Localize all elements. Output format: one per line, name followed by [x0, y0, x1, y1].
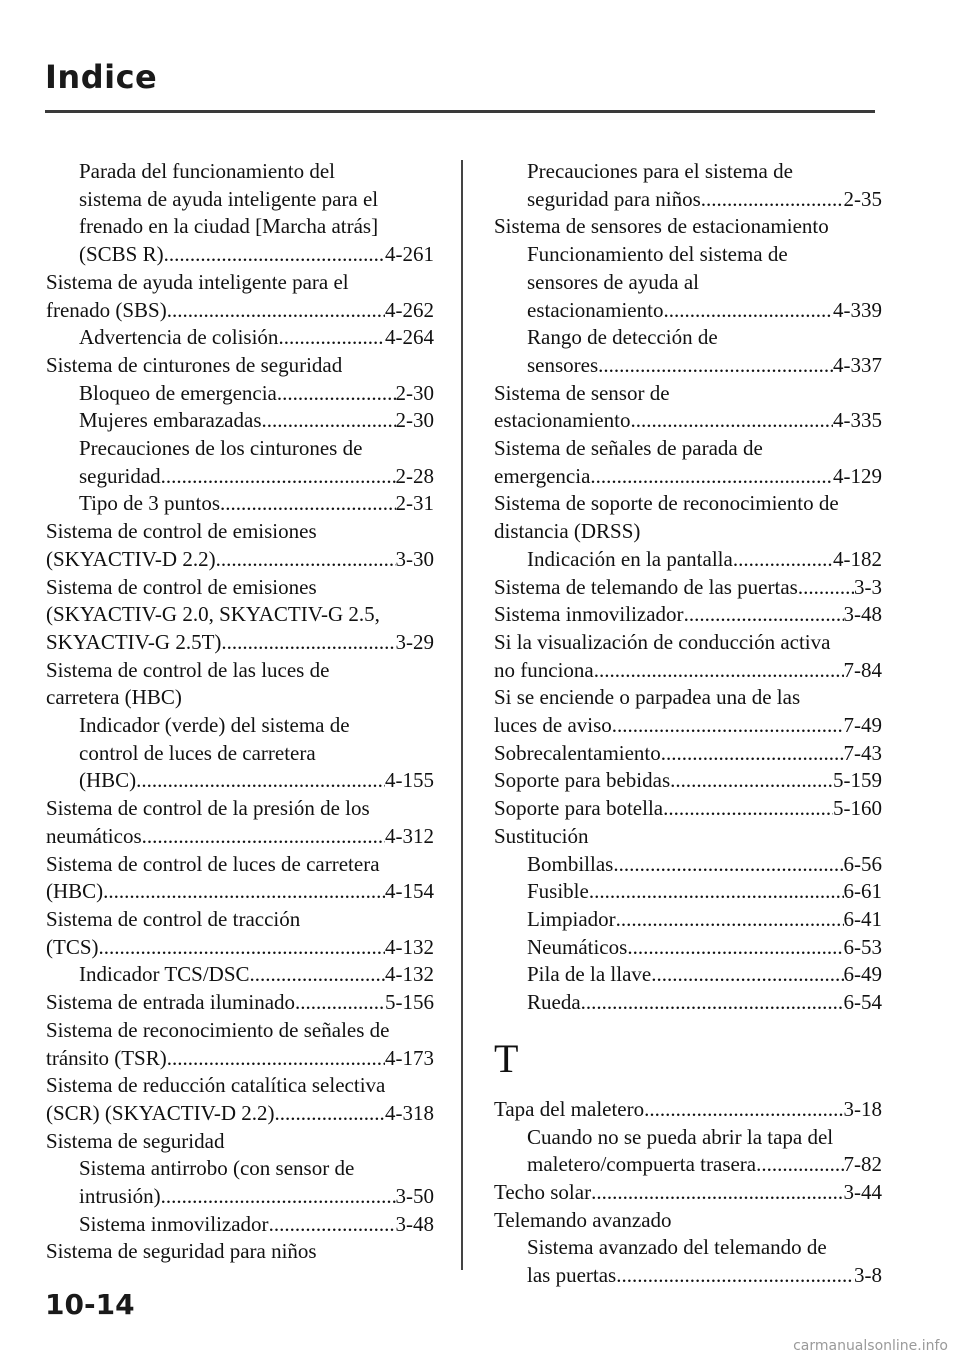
page-reference: 4-261	[385, 242, 434, 267]
page-reference: 3-50	[395, 1184, 434, 1209]
index-entry	[494, 712, 882, 740]
dot-leader	[591, 1179, 843, 1207]
dot-leader	[99, 934, 386, 962]
entry-text: maletero/compuerta trasera	[527, 1152, 757, 1177]
page-reference: 6-41	[843, 906, 882, 931]
index-line: Sistema de soporte de reconocimiento de	[494, 491, 839, 516]
dot-leader	[167, 297, 385, 325]
entry-text: Neumáticos	[527, 934, 628, 959]
entry-text: seguridad	[79, 463, 161, 488]
index-entry	[46, 629, 434, 657]
section-letter: T	[494, 1035, 519, 1081]
page-reference: 2-28	[395, 463, 434, 488]
index-subentry	[46, 407, 434, 435]
entry-text: (SCBS R)	[79, 242, 164, 267]
index-entry	[494, 574, 882, 602]
dot-leader	[733, 546, 833, 574]
index-subentry	[46, 490, 434, 518]
page-reference: 4-182	[833, 546, 882, 571]
index-column-right	[494, 158, 882, 1290]
dot-leader	[167, 1045, 385, 1073]
index-entry	[494, 767, 882, 795]
entry-text: Soporte para bebidas	[494, 768, 671, 793]
index-subentry	[46, 463, 434, 491]
entry-text: Indicación en la pantalla	[527, 546, 733, 571]
index-subentry	[494, 851, 882, 879]
index-line: Sistema de señales de parada de	[494, 436, 763, 461]
index-line: distancia (DRSS)	[494, 519, 641, 544]
page-reference: 4-262	[385, 297, 434, 322]
page-reference: 7-82	[843, 1152, 882, 1177]
index-subline: Sistema avanzado del telemando de	[527, 1235, 827, 1260]
dot-leader	[598, 352, 833, 380]
entry-text: Advertencia de colisión	[79, 325, 279, 350]
index-entry	[494, 463, 882, 491]
entry-text: Sobrecalentamiento	[494, 740, 661, 765]
index-entry	[494, 657, 882, 685]
index-entry	[46, 823, 434, 851]
dot-leader	[616, 1262, 854, 1290]
entry-text: Bombillas	[527, 851, 614, 876]
page-reference: 6-54	[843, 990, 882, 1015]
index-subentry	[46, 1211, 434, 1239]
index-subline: Precauciones para el sistema de	[527, 159, 793, 183]
dot-leader	[275, 1100, 386, 1128]
entry-text: intrusión)	[79, 1184, 161, 1209]
index-line: Sistema de ayuda inteligente para el	[46, 269, 349, 294]
dot-leader	[136, 767, 385, 795]
dot-leader	[220, 490, 395, 518]
dot-leader	[661, 740, 844, 768]
entry-text: Rueda	[527, 990, 581, 1015]
index-subentry	[46, 767, 434, 795]
entry-text: neumáticos	[46, 823, 142, 848]
entry-text: Sistema de entrada iluminado	[46, 990, 296, 1015]
index-line: Si se enciende o parpadea una de las	[494, 685, 801, 710]
index-entry	[494, 1179, 882, 1207]
index-line: Si la visualización de conducción activa	[494, 629, 831, 654]
index-line: Sistema de control de emisiones	[46, 574, 317, 599]
page-reference: 6-56	[843, 851, 882, 876]
dot-leader	[589, 878, 844, 906]
page-reference: 6-61	[843, 879, 882, 904]
entry-text: SKYACTIV-G 2.5T)	[46, 629, 222, 654]
page-reference: 3-8	[854, 1263, 882, 1288]
index-subentry	[46, 1183, 434, 1211]
index-subline: Parada del funcionamiento del	[79, 159, 335, 183]
page-reference: 4-339	[833, 297, 882, 322]
dot-leader	[581, 989, 844, 1017]
page-reference: 3-29	[395, 629, 434, 654]
entry-text: las puertas	[527, 1263, 617, 1288]
entry-text: estacionamiento	[527, 297, 664, 322]
index-entry	[494, 407, 882, 435]
index-entry	[46, 1100, 434, 1128]
page-reference: 4-154	[385, 879, 434, 904]
index-line: Sistema de control de luces de carretera	[46, 851, 380, 876]
page-reference: 4-129	[833, 463, 882, 488]
dot-leader	[277, 380, 396, 408]
page-reference: 7-43	[843, 740, 882, 765]
dot-leader	[663, 297, 833, 325]
entry-text: (SCR) (SKYACTIV-D 2.2)	[46, 1100, 275, 1125]
page-number: 10-14	[45, 1288, 135, 1321]
entry-text: (SKYACTIV-D 2.2)	[46, 546, 216, 571]
entry-text: sensores	[527, 352, 599, 377]
entry-text: emergencia	[494, 463, 591, 488]
index-subline: sensores de ayuda al	[527, 269, 700, 294]
entry-text: Indicador TCS/DSC	[79, 962, 250, 987]
entry-text: Mujeres embarazadas	[79, 408, 262, 433]
header-rule	[45, 110, 875, 113]
index-subentry	[494, 934, 882, 962]
entry-text: (HBC)	[46, 879, 104, 904]
index-subentry	[494, 961, 882, 989]
entry-text: Sistema inmovilizador	[494, 602, 684, 627]
dot-leader	[164, 241, 385, 269]
page-reference: 6-49	[843, 962, 882, 987]
index-line: Sistema de control de emisiones	[46, 519, 317, 544]
dot-leader	[295, 989, 385, 1017]
column-divider	[461, 160, 463, 1270]
page-reference: 3-44	[843, 1179, 882, 1204]
dot-leader	[278, 324, 385, 352]
page-reference: 4-335	[833, 408, 882, 433]
index-entry	[494, 795, 882, 823]
dot-leader	[616, 906, 844, 934]
dot-leader	[142, 823, 385, 851]
index-subline: control de luces de carretera	[79, 740, 316, 765]
dot-leader	[103, 878, 385, 906]
page-reference: 3-48	[843, 602, 882, 627]
index-subentry	[494, 1262, 882, 1290]
index-entry	[46, 1045, 434, 1073]
index-subentry	[494, 546, 882, 574]
page-reference: 4-312	[385, 823, 434, 848]
page-reference: 3-30	[395, 546, 434, 571]
entry-text: Tipo de 3 puntos	[79, 491, 221, 516]
index-subentry	[46, 380, 434, 408]
index-entry	[46, 546, 434, 574]
dot-leader	[651, 961, 843, 989]
dot-leader	[161, 1183, 396, 1211]
index-line: Sistema de reconocimiento de señales de	[46, 1017, 390, 1042]
index-entry	[46, 297, 434, 325]
entry-text: Soporte para botella	[494, 796, 664, 821]
index-entry	[46, 878, 434, 906]
page-reference: 2-31	[395, 491, 434, 516]
page-reference: 2-35	[843, 186, 882, 211]
index-subentry	[494, 1151, 882, 1179]
index-line: Sistema de control de las luces de	[46, 657, 330, 682]
dot-leader	[613, 851, 843, 879]
index-entry	[494, 601, 882, 629]
entry-text: tránsito (TSR)	[46, 1045, 167, 1070]
dot-leader	[161, 463, 396, 491]
entry-text: Tapa del maletero	[494, 1096, 645, 1121]
page-reference: 5-160	[833, 796, 882, 821]
dot-leader	[670, 767, 833, 795]
index-subentry	[46, 241, 434, 269]
page-reference: 6-53	[843, 934, 882, 959]
page-reference: 4-155	[385, 768, 434, 793]
index-subentry	[494, 352, 882, 380]
entry-text: seguridad para niños	[527, 186, 701, 211]
index-subentry	[494, 297, 882, 325]
index-subentry	[494, 878, 882, 906]
page-reference: 5-159	[833, 768, 882, 793]
entry-text: Limpiador	[527, 906, 616, 931]
page-title: Indice	[45, 58, 158, 96]
dot-leader	[262, 407, 396, 435]
index-line: Sistema de control de la presión de los	[46, 796, 370, 821]
index-line: Sistema de reducción catalítica selectiva	[46, 1073, 386, 1098]
index-subentry	[46, 961, 434, 989]
page-reference: 2-30	[395, 408, 434, 433]
entry-text: no funciona	[494, 657, 594, 682]
dot-leader	[756, 1151, 843, 1179]
page-reference: 3-18	[843, 1096, 882, 1121]
dot-leader	[250, 961, 385, 989]
index-line: Sistema de control de tracción	[46, 906, 301, 931]
index-subline: Precauciones de los cinturones de	[79, 436, 363, 461]
page-reference: 3-48	[395, 1211, 434, 1236]
page-reference: 5-156	[385, 990, 434, 1015]
page-reference: 4-173	[385, 1045, 434, 1070]
page-reference: 4-318	[385, 1100, 434, 1125]
entry-text: Sistema inmovilizador	[79, 1211, 269, 1236]
index-subline: Cuando no se pueda abrir la tapa del	[527, 1124, 834, 1149]
page-reference: 4-132	[385, 962, 434, 987]
index-entry	[494, 740, 882, 768]
dot-leader	[701, 186, 844, 214]
index-entry	[46, 989, 434, 1017]
index-entry	[494, 1096, 882, 1124]
index-subentry	[494, 906, 882, 934]
index-subline: Rango de detección de	[527, 325, 718, 350]
page-reference: 4-264	[385, 325, 434, 350]
index-line: Sistema de sensores de estacionamiento	[494, 214, 829, 239]
dot-leader	[644, 1096, 843, 1124]
entry-text: Techo solar	[494, 1179, 592, 1204]
index-line: Sistema de seguridad para niños	[46, 1239, 317, 1264]
page-reference: 4-132	[385, 934, 434, 959]
watermark: carmanualsonline.info	[793, 1338, 948, 1354]
index-line: Sistema de cinturones de seguridad	[46, 352, 343, 377]
dot-leader	[798, 574, 854, 602]
page-reference: 3-3	[854, 574, 882, 599]
index-line: Sustitución	[494, 823, 589, 848]
entry-text: frenado (SBS)	[46, 297, 167, 322]
index-column-left	[46, 158, 434, 1266]
entry-text: estacionamiento	[494, 408, 631, 433]
entry-text: (TCS)	[46, 934, 99, 959]
dot-leader	[221, 629, 395, 657]
index-line: Sistema de sensor de	[494, 380, 670, 405]
entry-text: (HBC)	[79, 768, 137, 793]
dot-leader	[630, 407, 833, 435]
index-subline: frenado en la ciudad [Marcha atrás]	[79, 214, 379, 239]
index-subline: Indicador (verde) del sistema de	[79, 713, 350, 738]
dot-leader	[590, 463, 833, 491]
dot-leader	[663, 795, 833, 823]
index-line: carretera (HBC)	[46, 685, 182, 710]
index-line: Telemando avanzado	[494, 1207, 672, 1232]
index-subentry	[46, 324, 434, 352]
index-entry	[46, 934, 434, 962]
entry-text: Pila de la llave	[527, 962, 652, 987]
index-line: Sistema de seguridad	[46, 1128, 225, 1153]
page-reference: 7-49	[843, 713, 882, 738]
index-subentry	[494, 186, 882, 214]
entry-text: Bloqueo de emergencia	[79, 380, 277, 405]
index-subline: Sistema antirrobo (con sensor de	[79, 1156, 355, 1181]
index-subline: Funcionamiento del sistema de	[527, 242, 788, 267]
page-reference: 2-30	[395, 380, 434, 405]
dot-leader	[684, 601, 844, 629]
page-reference: 4-337	[833, 352, 882, 377]
dot-leader	[627, 934, 843, 962]
dot-leader	[269, 1211, 396, 1239]
index-subline: sistema de ayuda inteligente para el	[79, 186, 379, 211]
dot-leader	[216, 546, 396, 574]
dot-leader	[612, 712, 844, 740]
index-line: (SKYACTIV-G 2.0, SKYACTIV-G 2.5,	[46, 602, 380, 627]
index-subentry	[494, 989, 882, 1017]
page-reference: 7-84	[843, 657, 882, 682]
entry-text: luces de aviso	[494, 713, 612, 738]
dot-leader	[594, 657, 844, 685]
entry-text: Sistema de telemando de las puertas	[494, 574, 798, 599]
entry-text: Fusible	[527, 879, 589, 904]
